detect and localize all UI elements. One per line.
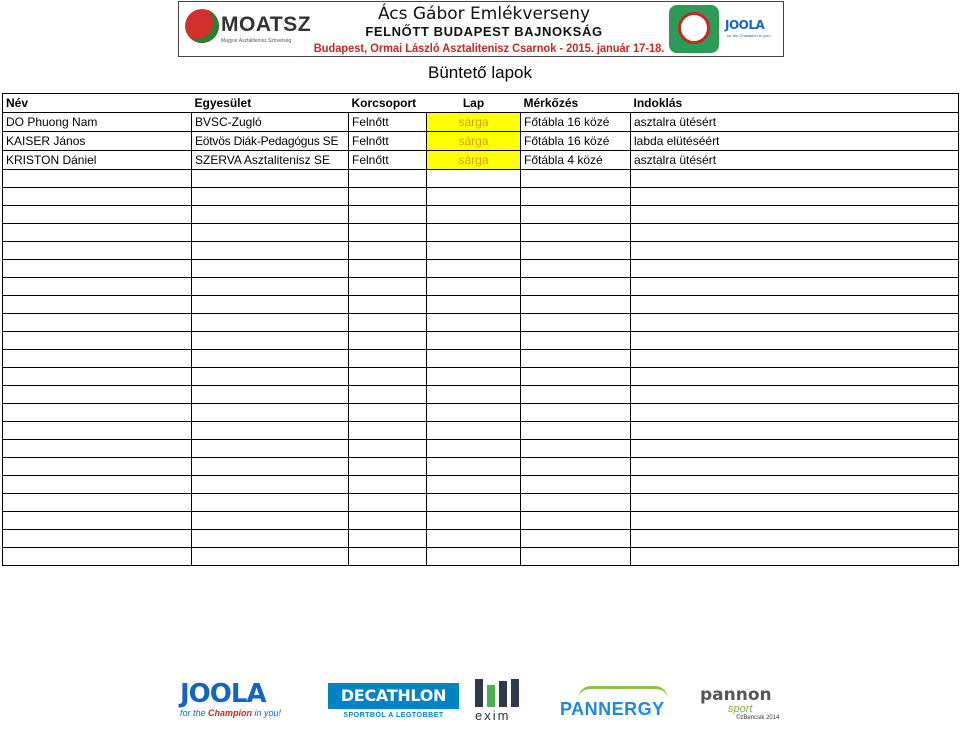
empty-table-row [3, 458, 959, 476]
empty-cell [349, 332, 427, 350]
cell-club: BVSC-Zugló [192, 113, 349, 132]
empty-cell [3, 440, 192, 458]
empty-table-row [3, 386, 959, 404]
championship-name: FELNŐTT BUDAPEST BAJNOKSÁG [365, 24, 603, 39]
empty-cell [631, 458, 959, 476]
column-header-match: Mérkőzés [521, 94, 631, 113]
empty-cell [631, 494, 959, 512]
pannon-copyright: ©zBencsik 2014 [736, 715, 780, 721]
empty-cell [192, 350, 349, 368]
empty-table-row [3, 206, 959, 224]
empty-table-row [3, 404, 959, 422]
empty-cell [349, 404, 427, 422]
empty-cell [192, 314, 349, 332]
club-emblem-icon [669, 5, 719, 53]
empty-cell [349, 512, 427, 530]
empty-cell [3, 260, 192, 278]
empty-cell [427, 224, 521, 242]
empty-cell [631, 242, 959, 260]
empty-cell [3, 314, 192, 332]
empty-cell [521, 314, 631, 332]
cell-reason: asztalra ütésért [631, 113, 959, 132]
decathlon-tagline: SPORTBÓL A LEGTÖBBET [343, 712, 444, 719]
empty-table-row [3, 350, 959, 368]
exim-sponsor-logo [475, 679, 535, 725]
empty-cell [521, 440, 631, 458]
empty-cell [192, 278, 349, 296]
empty-cell [427, 332, 521, 350]
empty-cell [192, 332, 349, 350]
empty-cell [427, 296, 521, 314]
empty-cell [192, 260, 349, 278]
empty-cell [427, 314, 521, 332]
joola-sponsor-logo [180, 680, 310, 726]
empty-cell [631, 440, 959, 458]
empty-table-row [3, 512, 959, 530]
ping-pong-ball-icon [185, 9, 219, 43]
empty-cell [3, 512, 192, 530]
empty-cell [3, 422, 192, 440]
empty-cell [521, 368, 631, 386]
empty-cell [521, 224, 631, 242]
column-header-age-group: Korcsoport [349, 94, 427, 113]
table-row [3, 132, 959, 151]
empty-cell [3, 296, 192, 314]
empty-cell [3, 386, 192, 404]
empty-cell [631, 278, 959, 296]
exim-bars-icon [475, 679, 535, 707]
empty-cell [349, 476, 427, 494]
pannon-logo-text: pannon [700, 685, 772, 705]
empty-cell [631, 206, 959, 224]
empty-cell [349, 422, 427, 440]
empty-table-row [3, 530, 959, 548]
empty-cell [521, 494, 631, 512]
empty-cell [631, 512, 959, 530]
empty-table-row [3, 422, 959, 440]
cell-age-group: Felnőtt [349, 132, 427, 151]
empty-cell [3, 548, 192, 566]
sport-logo-text: sport [728, 703, 753, 715]
empty-cell [521, 386, 631, 404]
empty-cell [349, 296, 427, 314]
empty-cell [631, 170, 959, 188]
empty-cell [427, 404, 521, 422]
decathlon-logo-text: DECATHLON [328, 683, 459, 709]
page-title: Büntető lapok [428, 63, 532, 82]
empty-cell [631, 530, 959, 548]
empty-cell [521, 476, 631, 494]
column-header-reason: Indoklás [631, 94, 959, 113]
empty-table-row [3, 548, 959, 566]
empty-cell [631, 188, 959, 206]
empty-table-row [3, 188, 959, 206]
joola-tagline: for the Champion in you! [180, 708, 282, 718]
column-header-club: Egyesület [192, 94, 349, 113]
empty-cell [192, 530, 349, 548]
decathlon-sponsor-logo [328, 683, 459, 722]
empty-cell [427, 422, 521, 440]
moatsz-logo [183, 7, 312, 53]
empty-cell [427, 206, 521, 224]
cell-match: Főtábla 4 közé [521, 151, 631, 170]
empty-cell [631, 296, 959, 314]
empty-cell [631, 314, 959, 332]
moatsz-logo-text: MOATSZ [221, 13, 312, 36]
joola-logo-small: JOOLA [725, 18, 765, 32]
empty-cell [631, 548, 959, 566]
empty-cell [3, 476, 192, 494]
cell-match: Főtábla 16 közé [521, 113, 631, 132]
empty-table-row [3, 260, 959, 278]
table-row [3, 113, 959, 132]
empty-table-row [3, 170, 959, 188]
empty-cell [3, 404, 192, 422]
empty-cell [427, 170, 521, 188]
penalty-cards-table [2, 93, 959, 566]
empty-cell [3, 278, 192, 296]
empty-cell [349, 494, 427, 512]
empty-cell [3, 170, 192, 188]
cell-age-group: Felnőtt [349, 151, 427, 170]
empty-cell [521, 206, 631, 224]
empty-cell [3, 332, 192, 350]
empty-table-row [3, 242, 959, 260]
empty-cell [427, 458, 521, 476]
empty-cell [192, 188, 349, 206]
empty-cell [521, 170, 631, 188]
pannergy-logo-text: PANNERGY [560, 699, 665, 719]
empty-cell [631, 404, 959, 422]
empty-cell [427, 278, 521, 296]
moatsz-logo-subtitle: Magyar Asztalitenisz Szövetség [221, 38, 292, 44]
empty-cell [192, 368, 349, 386]
empty-cell [349, 260, 427, 278]
empty-cell [521, 404, 631, 422]
empty-cell [3, 242, 192, 260]
empty-cell [3, 458, 192, 476]
empty-cell [349, 548, 427, 566]
empty-table-row [3, 224, 959, 242]
cell-age-group: Felnőtt [349, 113, 427, 132]
joola-logo-text: JOOLA [180, 679, 266, 709]
empty-cell [3, 206, 192, 224]
empty-cell [3, 494, 192, 512]
empty-cell [521, 278, 631, 296]
empty-table-row [3, 476, 959, 494]
empty-table-row [3, 332, 959, 350]
column-header-card: Lap [427, 94, 521, 113]
empty-cell [192, 224, 349, 242]
empty-cell [349, 350, 427, 368]
column-header-name: Név [3, 94, 192, 113]
empty-table-row [3, 296, 959, 314]
empty-cell [521, 332, 631, 350]
empty-cell [192, 458, 349, 476]
empty-cell [192, 476, 349, 494]
empty-cell [3, 368, 192, 386]
cell-card: sárga [427, 151, 521, 170]
empty-cell [427, 350, 521, 368]
empty-cell [192, 440, 349, 458]
cell-club: SZERVA Asztalitenisz SE [192, 151, 349, 170]
empty-cell [427, 530, 521, 548]
empty-cell [631, 224, 959, 242]
cell-match: Főtábla 16 közé [521, 132, 631, 151]
empty-cell [349, 440, 427, 458]
empty-cell [3, 530, 192, 548]
empty-cell [349, 206, 427, 224]
empty-cell [192, 386, 349, 404]
empty-cell [521, 422, 631, 440]
empty-cell [349, 188, 427, 206]
empty-cell [349, 368, 427, 386]
cell-reason: asztalra ütésért [631, 151, 959, 170]
pannergy-sponsor-logo [560, 686, 682, 722]
table-header-row [3, 94, 959, 113]
empty-cell [521, 530, 631, 548]
empty-cell [349, 242, 427, 260]
empty-cell [3, 350, 192, 368]
empty-cell [192, 296, 349, 314]
empty-cell [192, 512, 349, 530]
empty-cell [427, 548, 521, 566]
cell-name: KAISER János [3, 132, 192, 151]
cell-card: sárga [427, 113, 521, 132]
empty-cell [192, 548, 349, 566]
empty-cell [427, 260, 521, 278]
empty-table-row [3, 368, 959, 386]
empty-cell [427, 440, 521, 458]
empty-cell [192, 404, 349, 422]
empty-cell [349, 530, 427, 548]
empty-table-row [3, 440, 959, 458]
empty-cell [427, 368, 521, 386]
table-row [3, 151, 959, 170]
event-name: Ács Gábor Emlékverseny [377, 4, 591, 24]
empty-cell [3, 188, 192, 206]
empty-cell [521, 458, 631, 476]
empty-cell [521, 548, 631, 566]
empty-cell [521, 296, 631, 314]
empty-cell [631, 422, 959, 440]
empty-table-row [3, 494, 959, 512]
empty-cell [192, 242, 349, 260]
empty-cell [427, 386, 521, 404]
venue-and-date: Budapest, Ormai László Asztalitenisz Csarnok - 2015. január 17-18. [313, 41, 665, 55]
empty-table-row [3, 314, 959, 332]
empty-cell [192, 206, 349, 224]
empty-cell [349, 314, 427, 332]
empty-cell [427, 188, 521, 206]
header-banner [178, 1, 784, 57]
empty-cell [521, 242, 631, 260]
cell-card: sárga [427, 132, 521, 151]
cell-name: DO Phuong Nam [3, 113, 192, 132]
empty-cell [521, 260, 631, 278]
empty-table-row [3, 278, 959, 296]
cell-reason: labda elütéséért [631, 132, 959, 151]
cell-club: Eötvös Diák-Pedagógus SE [192, 132, 349, 151]
empty-cell [521, 350, 631, 368]
empty-cell [521, 512, 631, 530]
empty-cell [427, 242, 521, 260]
empty-cell [192, 422, 349, 440]
empty-cell [3, 224, 192, 242]
empty-cell [631, 368, 959, 386]
joola-logo-small-tagline: for the Champion in you! [727, 33, 771, 38]
pannergy-arc-icon [578, 686, 668, 699]
empty-cell [631, 476, 959, 494]
empty-cell [349, 224, 427, 242]
exim-logo-text: exim [475, 708, 511, 723]
empty-cell [427, 494, 521, 512]
empty-cell [631, 386, 959, 404]
empty-cell [349, 458, 427, 476]
empty-cell [349, 170, 427, 188]
empty-cell [631, 332, 959, 350]
empty-cell [349, 278, 427, 296]
empty-cell [631, 260, 959, 278]
empty-cell [521, 188, 631, 206]
pannon-sport-sponsor-logo [700, 686, 784, 728]
empty-cell [631, 350, 959, 368]
banner-text [299, 2, 669, 56]
cell-name: KRISTON Dániel [3, 151, 192, 170]
empty-cell [427, 512, 521, 530]
empty-cell [427, 476, 521, 494]
empty-cell [192, 170, 349, 188]
empty-cell [192, 494, 349, 512]
empty-cell [349, 386, 427, 404]
